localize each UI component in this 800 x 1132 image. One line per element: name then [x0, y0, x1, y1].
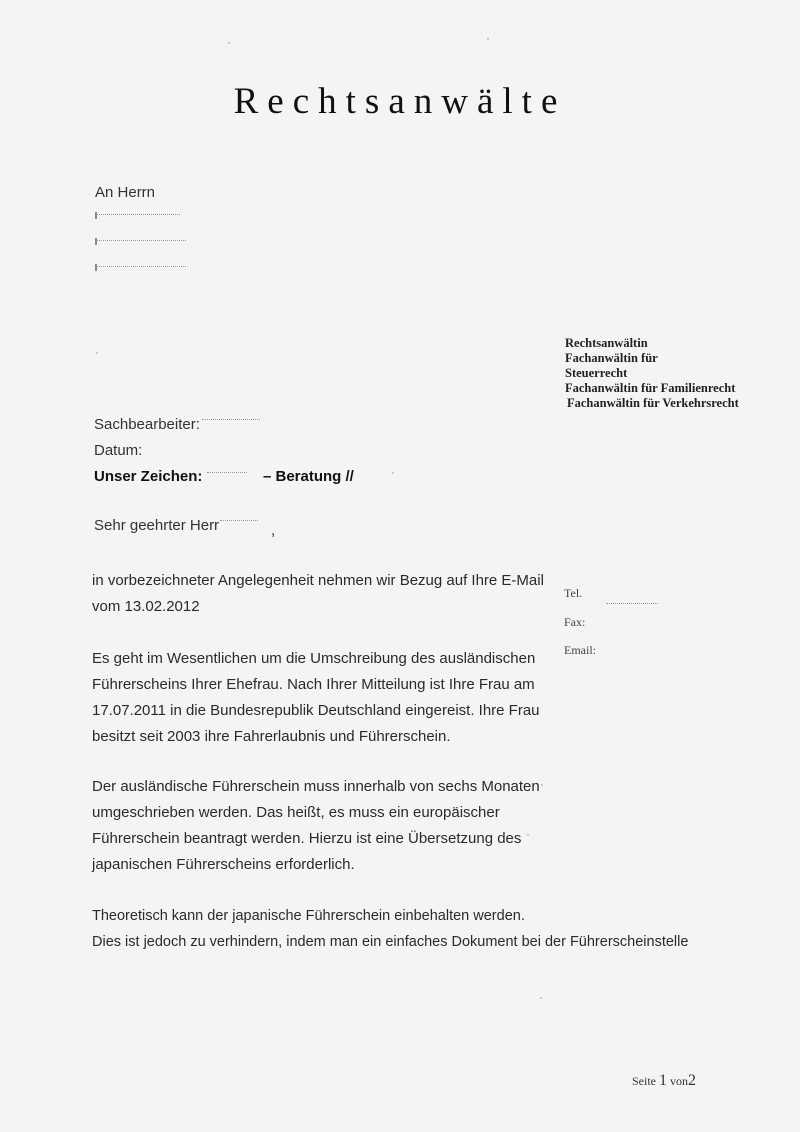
attorney-title: Steuerrecht: [565, 366, 628, 380]
redaction-line: [202, 419, 260, 420]
paragraph-line: Es geht im Wesentlichen um die Umschreibung des ausländischen: [92, 650, 536, 667]
paragraph-line: Dies ist jedoch zu verhindern, indem man ein einfaches Dokument bei der Führerscheinstelle: [92, 934, 689, 950]
paragraph-1: [92, 568, 544, 620]
paragraph-line: Führerscheins Ihrer Ehefrau. Nach Ihrer Mitteilung ist Ihre Frau am: [92, 676, 535, 693]
attorney-title: Fachanwältin für Familienrecht: [565, 381, 736, 395]
recipient-salutation: An Herrn: [95, 184, 156, 201]
paragraph-line: in vorbezeichneter Angelegenheit nehmen wir Bezug auf Ihre E-Mail: [92, 572, 544, 589]
paragraph-2: [92, 646, 540, 750]
paragraph-line: umgeschrieben werden. Das heißt, es muss ein europäischer: [92, 804, 500, 821]
paragraph-4: [92, 903, 688, 955]
letterhead-title: Rechtsanwälte: [233, 81, 567, 122]
attorney-titles: [565, 336, 739, 411]
of-word: von: [670, 1074, 688, 1088]
greeting: Sehr geehrter Herr: [94, 517, 220, 534]
greeting-comma: ,: [271, 522, 276, 539]
contact-fax-label: Fax:: [564, 615, 586, 629]
date-label: Datum:: [94, 442, 143, 459]
paragraph-3: [92, 774, 540, 878]
contact-email-label: Email:: [564, 643, 596, 657]
page-footer: [632, 1072, 696, 1090]
paragraph-line: besitzt seit 2003 ihre Fahrerlaubnis und Führerschein.: [92, 728, 451, 745]
redaction-line: [96, 266, 186, 267]
scan-speck: [527, 834, 529, 836]
scan-speck: [392, 472, 394, 474]
contact-tel-label: Tel.: [564, 586, 583, 600]
page-word: Seite: [632, 1074, 656, 1088]
scan-speck: [541, 784, 543, 786]
redaction-line: [96, 240, 186, 241]
redaction-line: [220, 520, 258, 521]
scan-speck: [228, 42, 230, 44]
paragraph-line: vom 13.02.2012: [92, 598, 200, 615]
attorney-title: Rechtsanwältin: [565, 336, 648, 350]
paragraph-line: Der ausländische Führerschein muss innerhalb von sechs Monaten: [92, 778, 540, 795]
attorney-title: Fachanwältin für: [565, 351, 658, 365]
page-number: 1: [659, 1072, 667, 1089]
attorney-title: Fachanwältin für Verkehrsrecht: [567, 396, 739, 410]
paragraph-line: Führerschein beantragt werden. Hierzu ist eine Übersetzung des: [92, 830, 522, 847]
clerk-label: Sachbearbeiter:: [94, 416, 200, 433]
page-total: 2: [688, 1072, 696, 1089]
reference-suffix: – Beratung //: [263, 468, 354, 485]
reference-label: Unser Zeichen:: [94, 468, 203, 485]
paragraph-line: Theoretisch kann der japanische Führerschein einbehalten werden.: [92, 908, 525, 924]
paragraph-line: 17.07.2011 in die Bundesrepublik Deutschland eingereist. Ihre Frau: [92, 702, 540, 719]
scan-speck: [487, 38, 489, 40]
scan-speck: [540, 997, 542, 999]
redaction-line: [96, 214, 180, 215]
scan-speck: [96, 352, 98, 354]
redaction-line: [606, 603, 658, 604]
paragraph-line: japanischen Führerscheins erforderlich.: [92, 856, 355, 873]
redaction-line: [207, 472, 247, 473]
